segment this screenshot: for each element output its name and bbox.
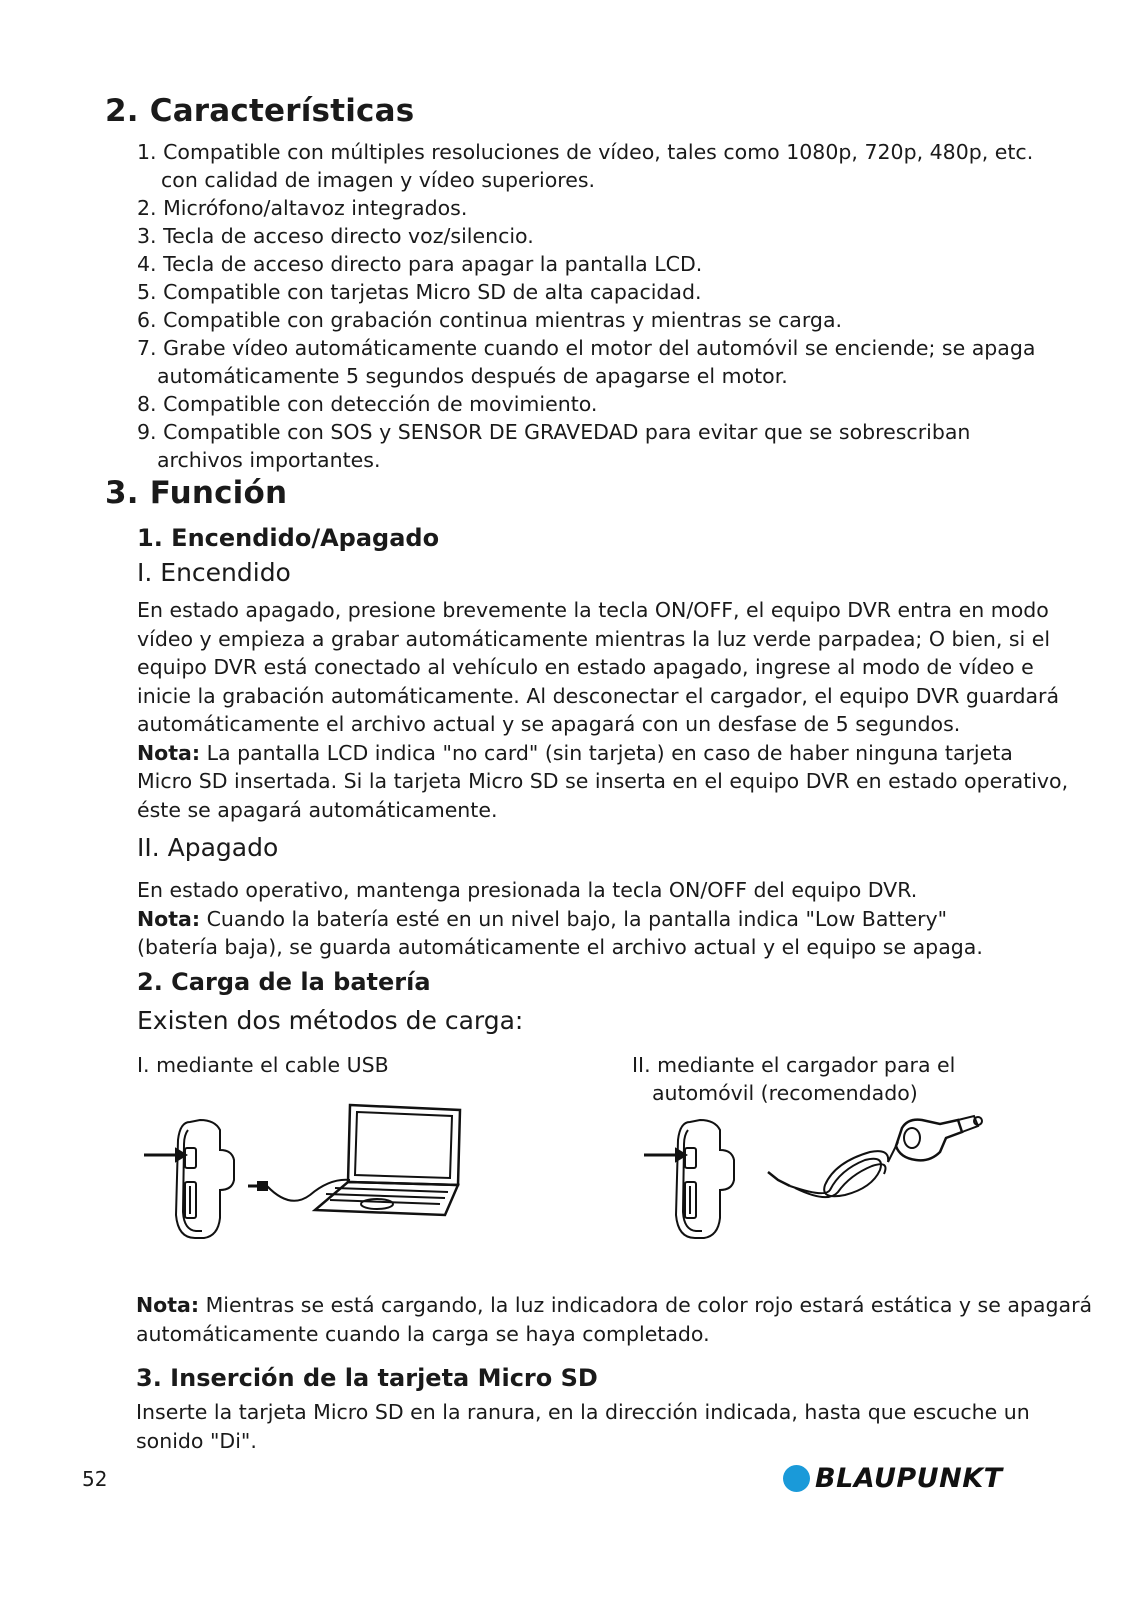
note-label: Nota: xyxy=(136,1293,200,1317)
paragraph-line: vídeo y empieza a grabar automáticamente mientras la luz verde parpadea; O bien, si el xyxy=(137,626,1051,651)
page-number: 52 xyxy=(82,1467,108,1491)
note-line: automáticamente cuando la carga se haya completado. xyxy=(136,1321,710,1346)
paragraph-line: En estado operativo, mantenga presionada la tecla ON/OFF del equipo DVR. xyxy=(137,878,918,902)
brand-logo xyxy=(783,1463,1003,1494)
note-line: Nota: La pantalla LCD indica "no card" (sin tarjeta) en caso de haber ninguna tarjeta xyxy=(137,740,1013,765)
section-heading-caracteristicas: 2. Características xyxy=(105,93,415,129)
list-item: 8. Compatible con detección de movimiento. xyxy=(137,392,598,416)
note-label: Nota: xyxy=(137,740,201,765)
note-line: Micro SD insertada. Si la tarjeta Micro SD se inserta en el equipo DVR en estado operativo, xyxy=(137,769,1069,793)
note-label: Nota: xyxy=(137,906,201,931)
paragraph-line: sonido "Di". xyxy=(136,1428,257,1453)
dashcam-usb-laptop-illustration xyxy=(140,1100,470,1245)
subheading-carga: 2. Carga de la batería xyxy=(137,968,431,996)
list-item: 3. Tecla de acceso directo voz/silencio. xyxy=(137,224,534,248)
list-item: 2. Micrófono/altavoz integrados. xyxy=(137,196,468,220)
list-item: 6. Compatible con grabación continua mientras y mientras se carga. xyxy=(137,308,843,332)
list-item: 9. Compatible con SOS y SENSOR DE GRAVEDAD para evitar que se sobrescriban xyxy=(137,420,971,444)
insercion-paragraph xyxy=(136,1398,1030,1455)
paragraph-line: equipo DVR está conectado al vehículo en estado apagado, ingrese al modo de vídeo e xyxy=(137,655,1034,679)
subheading-apagado: II. Apagado xyxy=(137,833,279,862)
list-item: 1. Compatible con múltiples resoluciones de vídeo, tales como 1080p, 720p, 480p, etc. xyxy=(137,140,1034,164)
method-usb-caption: I. mediante el cable USB xyxy=(137,1053,389,1077)
paragraph-line: automáticamente el archivo actual y se apagará con un desfase de 5 segundos. xyxy=(137,712,961,736)
subheading-insercion: 3. Inserción de la tarjeta Micro SD xyxy=(136,1364,598,1392)
brand-name: BLAUPUNKT xyxy=(815,1463,1003,1494)
list-item: 4. Tecla de acceso directo para apagar la pantalla LCD. xyxy=(137,252,703,276)
list-item-continuation: con calidad de imagen y vídeo superiores. xyxy=(161,168,596,192)
section-heading-funcion: 3. Función xyxy=(105,475,288,511)
encendido-paragraph xyxy=(137,596,1068,824)
paragraph-line: Inserte la tarjeta Micro SD en la ranura, en la dirección indicada, hasta que escuche un xyxy=(136,1400,1030,1424)
list-item: 5. Compatible con tarjetas Micro SD de alta capacidad. xyxy=(137,280,702,304)
paragraph-line: En estado apagado, presione brevemente la tecla ON/OFF, el equipo DVR entra en modo xyxy=(137,598,1049,622)
note-line: (batería baja), se guarda automáticamente el archivo actual y el equipo se apaga. xyxy=(137,935,983,959)
note-line: Nota: Mientras se está cargando, la luz indicadora de color rojo estará estática y se apagará xyxy=(136,1293,1093,1317)
list-item-continuation: automáticamente 5 segundos después de apagarse el motor. xyxy=(157,364,788,388)
note-line: Nota: Cuando la batería esté en un nivel bajo, la pantalla indica "Low Battery" xyxy=(137,906,948,931)
note-line: éste se apagará automáticamente. xyxy=(137,797,498,822)
subheading-encendido: I. Encendido xyxy=(137,558,291,587)
subheading-encendido-apagado: 1. Encendido/Apagado xyxy=(137,524,440,552)
carga-note xyxy=(136,1291,1092,1348)
brand-dot-icon xyxy=(783,1465,810,1492)
list-item-continuation: archivos importantes. xyxy=(157,448,381,472)
paragraph-line: inicie la grabación automáticamente. Al desconectar el cargador, el equipo DVR guardará xyxy=(137,683,1060,708)
apagado-paragraph xyxy=(137,876,983,962)
method-car-caption: II. mediante el cargador para el automóvil (recomendado) xyxy=(632,1053,956,1105)
list-item: 7. Grabe vídeo automáticamente cuando el motor del automóvil se enciende; se apaga xyxy=(137,336,1036,360)
dashcam-car-charger-illustration xyxy=(640,1100,985,1245)
features-list xyxy=(137,138,1035,474)
carga-intro: Existen dos métodos de carga: xyxy=(137,1006,524,1035)
